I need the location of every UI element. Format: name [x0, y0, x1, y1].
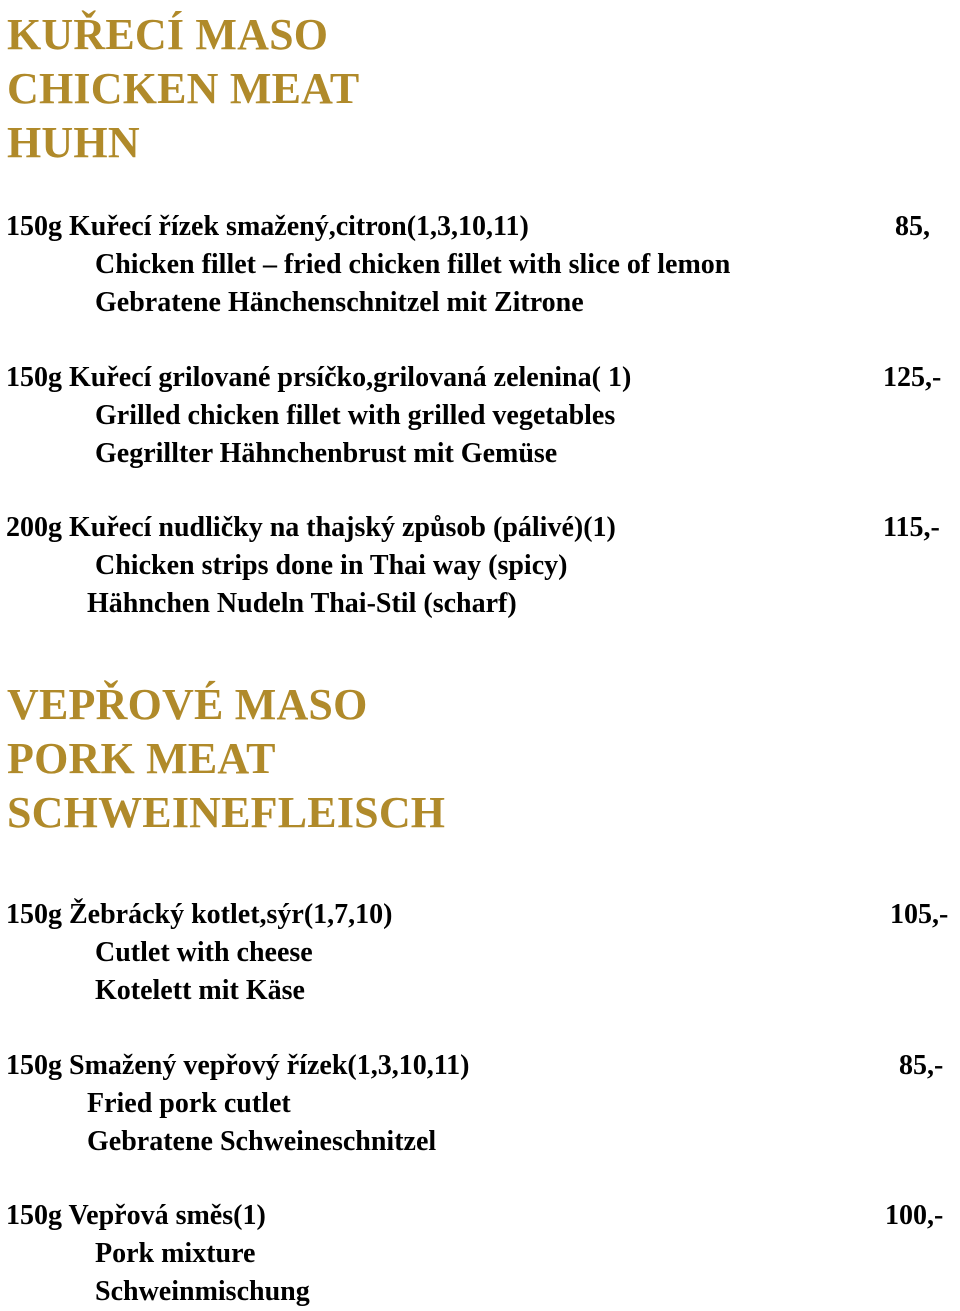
heading-line-cz: VEPŘOVÉ MASO — [7, 680, 368, 729]
item-name-de: Gegrillter Hähnchenbrust mit Gemüse — [95, 438, 558, 469]
item-price: 85,- — [899, 1050, 944, 1081]
heading-line-de: HUHN — [7, 118, 140, 167]
item-price: 125,- — [883, 362, 942, 393]
item-name-cz: 150g Žebrácký kotlet,sýr(1,7,10) — [6, 899, 393, 930]
section-heading-pork — [7, 678, 445, 840]
item-name-cz: 150g Kuřecí grilované prsíčko,grilovaná zelenina( 1) — [6, 362, 632, 393]
item-name-en: Chicken strips done in Thai way (spicy) — [95, 550, 568, 581]
item-price: 85, — [895, 211, 930, 242]
item-name-en: Chicken fillet – fried chicken fillet with slice of lemon — [95, 249, 731, 280]
item-name-de: Gebratene Schweineschnitzel — [87, 1126, 437, 1157]
item-name-en: Grilled chicken fillet with grilled vegetables — [95, 400, 616, 431]
item-name-de: Hähnchen Nudeln Thai-Stil (scharf) — [87, 588, 517, 619]
item-name-cz: 150g Smažený vepřový řízek(1,3,10,11) — [6, 1050, 470, 1081]
heading-line-cz: KUŘECÍ MASO — [7, 10, 329, 59]
item-name-en: Pork mixture — [95, 1238, 256, 1269]
item-name-de: Schweinmischung — [95, 1276, 310, 1307]
item-name-cz: 150g Vepřová směs(1) — [6, 1200, 266, 1231]
section-heading-chicken — [7, 8, 359, 170]
item-price: 115,- — [883, 512, 940, 543]
item-name-de: Gebratene Hänchenschnitzel mit Zitrone — [95, 287, 584, 318]
item-price: 100,- — [885, 1200, 944, 1231]
item-name-en: Fried pork cutlet — [87, 1088, 291, 1119]
item-name-cz: 200g Kuřecí nudličky na thajský způsob (pálivé)(1) — [6, 512, 616, 543]
item-name-de: Kotelett mit Käse — [95, 975, 305, 1006]
heading-line-en: PORK MEAT — [7, 734, 276, 783]
item-name-en: Cutlet with cheese — [95, 937, 313, 968]
item-name-cz: 150g Kuřecí řízek smažený,citron(1,3,10,11) — [6, 211, 529, 242]
heading-line-de: SCHWEINEFLEISCH — [7, 788, 446, 837]
item-price: 105,- — [890, 899, 949, 930]
heading-line-en: CHICKEN MEAT — [7, 64, 360, 113]
